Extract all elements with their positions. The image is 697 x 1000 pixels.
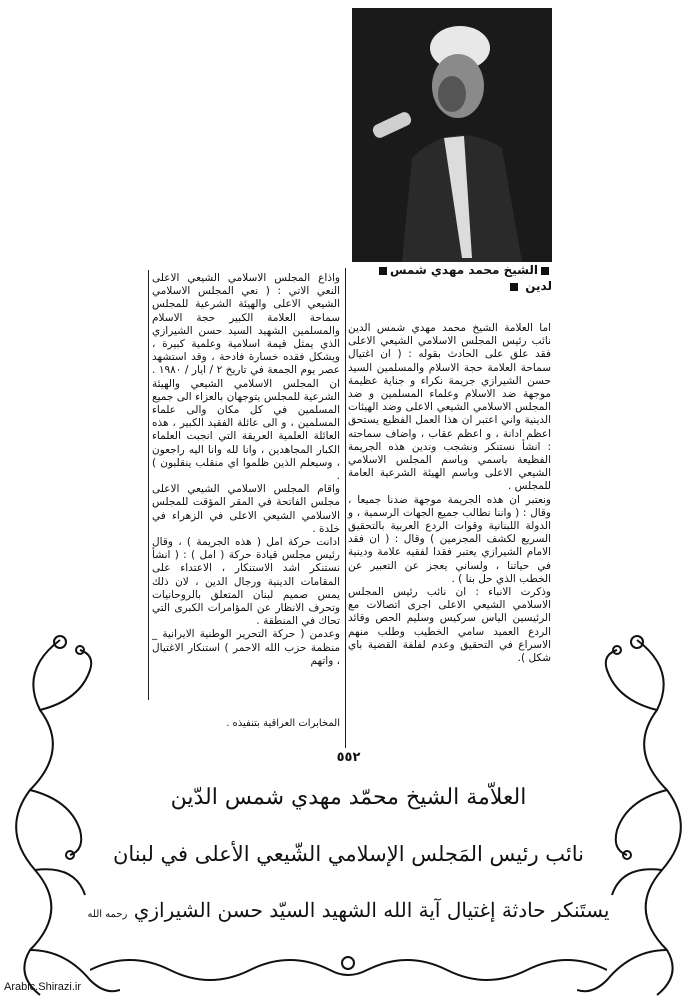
paragraph: ادانت حركة امل ( هذه الجريمة ) ، وقال رئيس مجلس قيادة حركة ( امل ) : ( انشأ نستنكر اشد الاستنكار ، الاعتداء على المقامات الدينية ورجال الدين ، لان ذلك يمس صميم لبنان المتعلق بالروحانيات وتحرف الانظار عن المؤامرات الكبرى التي تحاك في المنطقة .	[152, 536, 340, 628]
paragraph: وذكرت الانباء : ان نائب رئيس المجلس الاسلامي الشيعي الاعلى اجرى اتصالات مع الرئيسين الياس سركيس وسليم الحص وقائد الردع العميد سامي الخطيب وطلب منهم الاسراع في التحقيق وعدم لفلفة القضية باي شكل ).	[348, 586, 551, 665]
title-line-3	[70, 898, 627, 922]
portrait-icon	[352, 8, 552, 262]
caption-line2: لدين	[525, 279, 552, 293]
photo-caption	[340, 262, 552, 294]
bullet-square-icon	[541, 267, 549, 275]
left-rule	[148, 270, 149, 700]
bullet-square-icon	[379, 267, 387, 275]
column-divider	[345, 268, 346, 748]
page-number: ٥٥٢	[336, 750, 361, 765]
bullet-square-icon	[510, 283, 518, 291]
watermark: Arabic.Shirazi.ir	[4, 981, 82, 993]
footnote: المخابرات العراقية بتنفيذه .	[226, 718, 340, 729]
title-line-3-text: يستَنكر حادثة إغتيال آية الله الشهيد السيّد حسن الشيرازي	[133, 898, 610, 922]
paragraph: وعدمن ( حركة التحرير الوطنية الايرانية _ منظمة حزب الله الاحمر ) استنكار الاغتيال ، واتهم	[152, 628, 340, 667]
paragraph: واذاع المجلس الاسلامي الشيعي الاعلى النعي الاتي : ( نعي المجلس الاسلامي الشيعي الاعلى والهيئة الشرعية للمجلس سماحة العلامة الكبير حجة الاسلام والمسلمين الشهيد السيد حسن الشيرازي الذي يمثل قيمة اسلامية وعلمية كبيرة ، ويشكل فقده خسارة فادحة ، وقد استشهد عصر يوم الجمعة في تاريخ ٢ / ايار / ١٩٨٠ . ان المجلس الاسلامي الشيعي والهيئة الشرعية للمجلس يتوجهان بالعزاء الى جميع المسلمين في كل مكان والى علماء المسلمين ، و الى عائلة الفقيد الكبير ، هذه العائلة العلمية العريقة التي انجبت العلماء الكبار المجاهدين ، وانا لله وانا اليه راجعون ، وسيعلم الذين ظلموا اي منقلب ينقلبون ) .	[152, 272, 340, 483]
title-line-1: العلاّمة الشيخ محمّد مهدي شمس الدّين	[170, 785, 527, 810]
title-line-2: نائب رئيس المَجلس الإسلامي الشّيعي الأعلى في لبنان	[112, 842, 585, 866]
article-right-column	[348, 322, 551, 665]
paragraph: واقام المجلس الاسلامي الشيعي الاعلى مجلس الفاتحة في المقر المؤقت للمجلس الاسلامي الشيعي الاعلى في الزهراء في خلدة .	[152, 483, 340, 535]
article-left-column	[152, 272, 340, 668]
border-ornament-icon	[90, 945, 607, 985]
caption-line1: الشيخ محمد مهدي شمس	[389, 263, 538, 277]
paragraph: ونعتبر ان هذه الجريمة موجهة ضدنا جميعا ، وقال : ( واننا نطالب جميع الجهات الرسمية ، و الدولة اللبنانية وقوات الردع العربية بالتحقيق السريع لكشف المجرمين ) وقال : ( ان فقد الامام الشيرازي يعتبر فقدا لفقيه علامة ودينية في حياتنا ، ولساني يعجز عن التعبير عن الخطب الذي حل بنا ) .	[348, 493, 551, 585]
paragraph: اما العلامة الشيخ محمد مهدي شمس الدين نائب رئيس المجلس الاسلامي الشيعي الاعلى فقد علق على الحادث بقوله : ( ان اغتيال سماحة العلامة حجة الاسلام والمسلمين السيد حسن الشيرازي جريمة نكراء و جناية عظيمة موجهة ضد الاسلام وعلماء المسلمين و ضد المجلس الاسلامي الشيعي الاعلى وضد الهيئات الدينية واني اعتبر ان هذا العمل الفظيع يستحق اعظم ادانة ، و اعظم عقاب ، واضاف سماحته : انشأ نستنكر ونشجب وندين هذه الجريمة الفظيعة باسمي وباسم المجلس الاسلامي الشيعي الاعلى وباسم الهيئة الشرعية العامة للمجلس .	[348, 322, 551, 493]
portrait-photo	[352, 8, 552, 262]
honorific: رحمه الله	[87, 909, 128, 920]
